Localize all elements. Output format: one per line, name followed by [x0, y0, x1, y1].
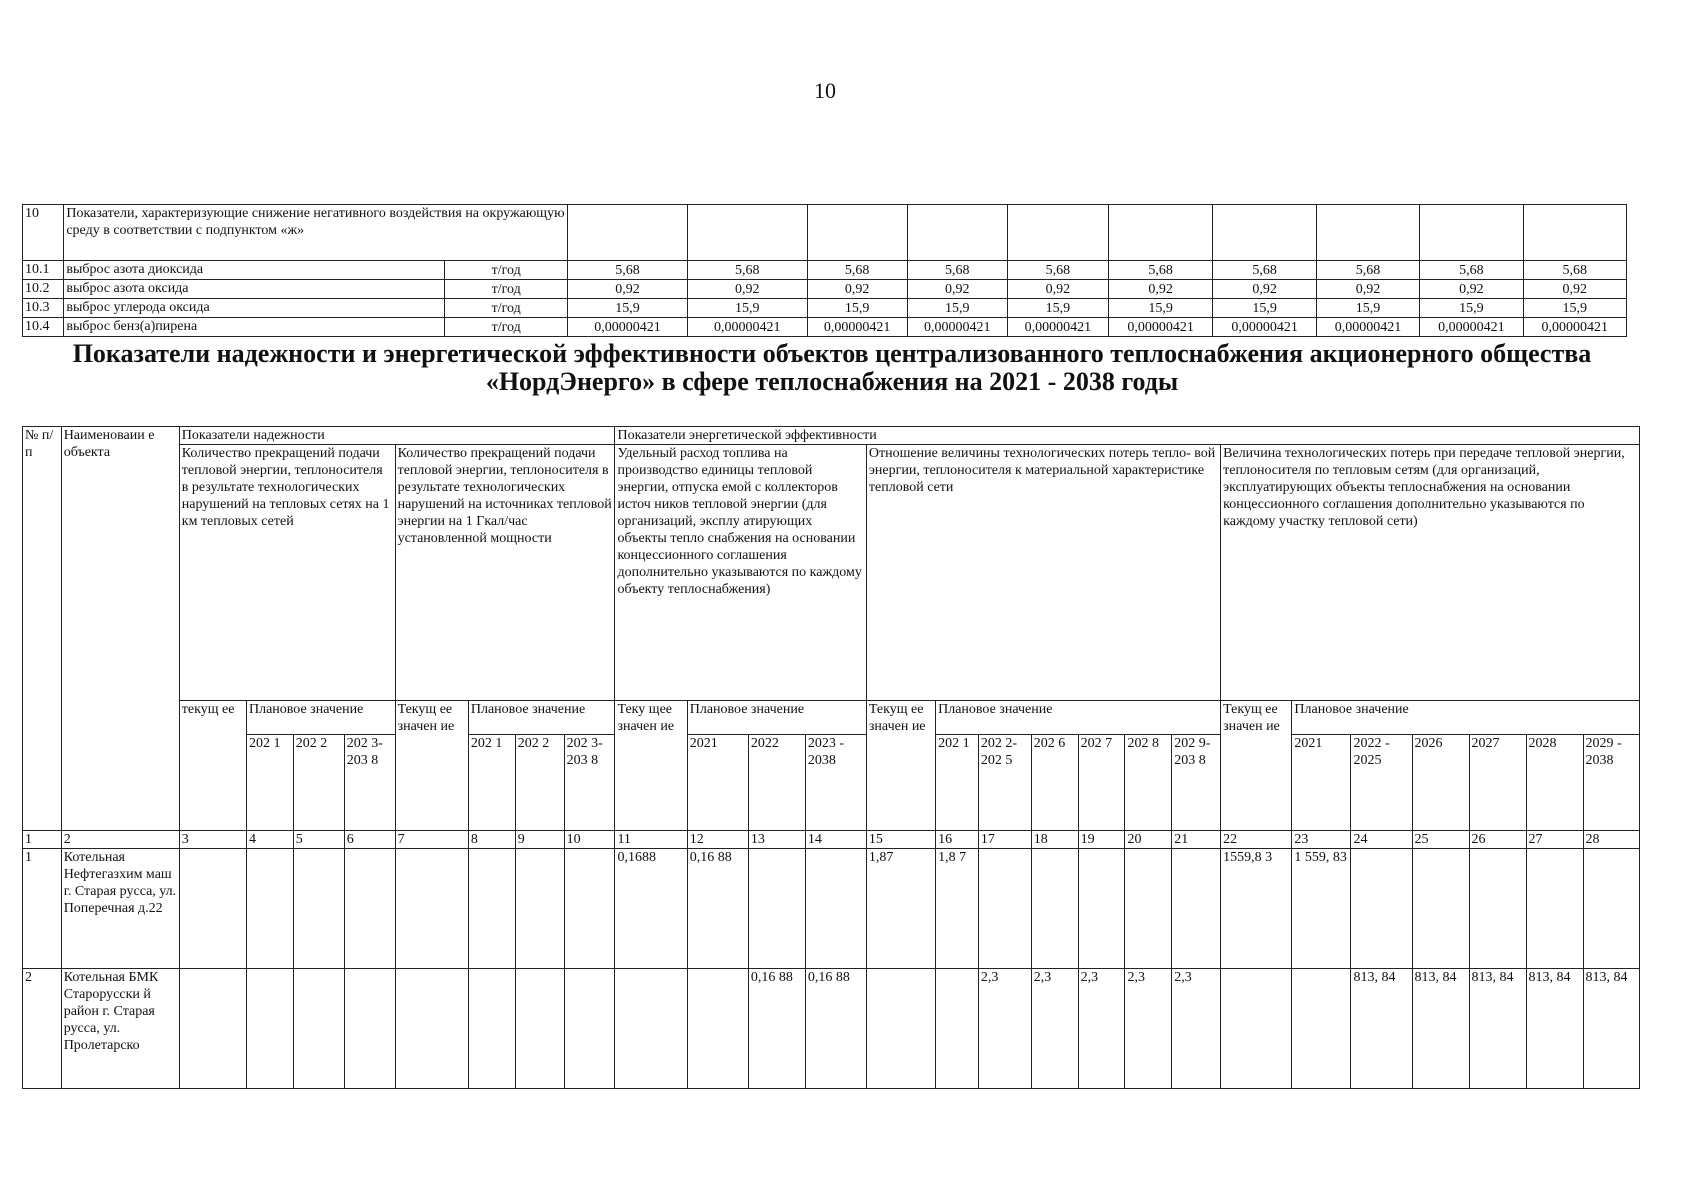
column-number: 22 [1221, 831, 1292, 849]
cell-value: 1 [23, 849, 62, 969]
cell-value: 2,3 [978, 969, 1031, 1089]
emissions-table [22, 204, 1627, 337]
cell-value [179, 969, 246, 1089]
row-number: 10.3 [23, 299, 64, 318]
column-number: 28 [1583, 831, 1639, 849]
table-row [23, 849, 1640, 969]
column-number: 16 [936, 831, 979, 849]
year-header: 202 6 [1031, 735, 1078, 831]
cell-value [515, 849, 564, 969]
cell-value [866, 969, 935, 1089]
column-number: 11 [615, 831, 687, 849]
cell-value: 5,68 [1213, 261, 1316, 280]
cell-value [1031, 849, 1078, 969]
year-header: 2021 [687, 735, 748, 831]
year-header: 202 9- 203 8 [1172, 735, 1221, 831]
cell-value: 2,3 [1125, 969, 1172, 1089]
column-number: 7 [395, 831, 468, 849]
column-number: 1 [23, 831, 62, 849]
cell-value: 5,68 [1007, 261, 1108, 280]
cell-value: 0,16 88 [748, 969, 805, 1089]
cell-value [179, 849, 246, 969]
row-unit: т/год [445, 299, 568, 318]
header-group-1: Количество прекращений подачи тепловой энергии, теплоносителя в результате технологических нарушений на тепловых сетях на 1 км тепловых сетей [179, 445, 395, 701]
g3-current: Теку щее значен ие [615, 701, 687, 831]
year-header: 202 3- 203 8 [564, 735, 615, 831]
cell-value: 15,9 [1213, 299, 1316, 318]
year-header: 202 3- 203 8 [344, 735, 395, 831]
g1-current: текущ ее [179, 701, 246, 831]
header-group-2: Количество прекращений подачи тепловой энергии, теплоносителя в результате технологических нарушений на источниках тепловой энергии на 1 Гкал/час установленной мощности [395, 445, 615, 701]
indicators-table [22, 426, 1640, 1089]
cell-value [468, 849, 515, 969]
cell-value [1469, 849, 1526, 969]
year-header: 202 2- 202 5 [978, 735, 1031, 831]
column-number: 19 [1078, 831, 1125, 849]
cell-value: 813, 84 [1412, 969, 1469, 1089]
g5-current: Текущ ее значен ие [1221, 701, 1292, 831]
g3-plan: Плановое значение [687, 701, 866, 735]
cell-value: 5,68 [568, 261, 688, 280]
g4-plan: Плановое значение [936, 701, 1221, 735]
table-row [23, 318, 1627, 337]
column-number: 25 [1412, 831, 1469, 849]
column-number: 9 [515, 831, 564, 849]
row-label: выброс азота диоксида [64, 261, 445, 280]
row-unit: т/год [445, 318, 568, 337]
cell-value: 0,00000421 [687, 318, 807, 337]
cell-value [1221, 969, 1292, 1089]
year-header: 2022 [748, 735, 805, 831]
cell-value: 15,9 [807, 299, 907, 318]
column-number: 6 [344, 831, 395, 849]
column-number: 27 [1526, 831, 1583, 849]
row-unit: т/год [445, 280, 568, 299]
cell-value [1412, 849, 1469, 969]
column-number: 8 [468, 831, 515, 849]
g1-plan: Плановое значение [246, 701, 395, 735]
year-header: 2029 - 2038 [1583, 735, 1639, 831]
column-number: 21 [1172, 831, 1221, 849]
cell-value: 813, 84 [1526, 969, 1583, 1089]
cell-value: 0,00000421 [807, 318, 907, 337]
cell-value: 0,00000421 [1108, 318, 1212, 337]
year-header: 202 8 [1125, 735, 1172, 831]
cell-value: 813, 84 [1469, 969, 1526, 1089]
cell-value [564, 849, 615, 969]
row-unit: т/год [445, 261, 568, 280]
g2-current: Текущ ее значен ие [395, 701, 468, 831]
cell-value [293, 849, 344, 969]
cell-value: 0,92 [1523, 280, 1626, 299]
column-number: 5 [293, 831, 344, 849]
cell-value: 1,87 [866, 849, 935, 969]
cell-value: 0,92 [1007, 280, 1108, 299]
cell-value: 1 559, 83 [1292, 849, 1351, 969]
cell-value: 1,8 7 [936, 849, 979, 969]
column-number: 15 [866, 831, 935, 849]
cell-value: 15,9 [568, 299, 688, 318]
cell-value: 0,00000421 [1007, 318, 1108, 337]
g5-plan: Плановое значение [1292, 701, 1640, 735]
row-label: выброс углерода оксида [64, 299, 445, 318]
header-object-name: Наименоваии е объекта [61, 427, 179, 831]
cell-value: 0,16 88 [805, 969, 866, 1089]
year-header: 202 2 [515, 735, 564, 831]
cell-value: 0,92 [907, 280, 1007, 299]
object-name: Котельная БМК Старорусски й район г. Старая русса, ул. Пролетарско [61, 969, 179, 1089]
page-number: 10 [814, 78, 836, 103]
cell-value [805, 849, 866, 969]
document-title: Показатели надежности и энергетической эффективности объектов централизованного теплоснабжения акционерного общества «НордЭнерго» в сфере теплоснабжения на 2021 - 2038 годы [72, 339, 1592, 396]
cell-value [344, 969, 395, 1089]
header-efficiency: Показатели энергетической эффективности [615, 427, 1640, 445]
header-group-4: Отношение величины технологических потерь тепло- вой энергии, теплоносителя к материальной характеристике тепловой сети [866, 445, 1220, 701]
object-name: Котельная Нефтегазхим маш г. Старая русса, ул. Поперечная д.22 [61, 849, 179, 969]
cell-value: 5,68 [1108, 261, 1212, 280]
column-number: 26 [1469, 831, 1526, 849]
table-row [23, 261, 1627, 280]
row-label: выброс азота оксида [64, 280, 445, 299]
cell-value: 0,92 [1213, 280, 1316, 299]
cell-value: 0,00000421 [1316, 318, 1419, 337]
cell-value [468, 969, 515, 1089]
column-number: 4 [246, 831, 293, 849]
cell-value: 5,68 [907, 261, 1007, 280]
column-number: 23 [1292, 831, 1351, 849]
cell-value [395, 849, 468, 969]
cell-value [246, 969, 293, 1089]
cell-value: 5,68 [1316, 261, 1419, 280]
column-number: 18 [1031, 831, 1078, 849]
cell-value: 813, 84 [1351, 969, 1412, 1089]
cell-value [293, 969, 344, 1089]
table-row [23, 299, 1627, 318]
cell-value: 15,9 [1007, 299, 1108, 318]
column-number: 24 [1351, 831, 1412, 849]
row-number: 10 [23, 205, 64, 261]
column-number: 14 [805, 831, 866, 849]
cell-value: 0,92 [1316, 280, 1419, 299]
cell-value: 0,92 [568, 280, 688, 299]
cell-value: 0,00000421 [907, 318, 1007, 337]
column-number: 13 [748, 831, 805, 849]
row-number: 10.4 [23, 318, 64, 337]
cell-value [1292, 969, 1351, 1089]
year-header: 2028 [1526, 735, 1583, 831]
cell-value [344, 849, 395, 969]
table-row [23, 969, 1640, 1089]
cell-value [515, 969, 564, 1089]
cell-value [936, 969, 979, 1089]
cell-value: 2,3 [1078, 969, 1125, 1089]
cell-value [564, 969, 615, 1089]
cell-value [687, 969, 748, 1089]
cell-value: 0,92 [807, 280, 907, 299]
column-number-row [23, 831, 1640, 849]
cell-value: 0,16 88 [687, 849, 748, 969]
table-row [23, 205, 1627, 261]
cell-value: 5,68 [807, 261, 907, 280]
column-number: 20 [1125, 831, 1172, 849]
cell-value: 0,1688 [615, 849, 687, 969]
cell-value: 0,00000421 [1213, 318, 1316, 337]
header-group-3: Удельный расход топлива на производство единицы тепловой энергии, отпуска емой с коллекторов источ ников тепловой энергии (для организаций, эксплу атирующих объекты тепло снабжения на основании концессионного соглашения дополнительно указываются по каждому объекту теплоснабжения) [615, 445, 866, 701]
column-number: 10 [564, 831, 615, 849]
column-number: 2 [61, 831, 179, 849]
cell-value [1078, 849, 1125, 969]
cell-value: 15,9 [1108, 299, 1212, 318]
cell-value: 2,3 [1031, 969, 1078, 1089]
year-header: 202 1 [246, 735, 293, 831]
cell-value: 0,00000421 [568, 318, 688, 337]
year-header: 2022 - 2025 [1351, 735, 1412, 831]
year-header: 2021 [1292, 735, 1351, 831]
cell-value: 1559,8 3 [1221, 849, 1292, 969]
cell-value: 15,9 [1420, 299, 1523, 318]
year-header: 2023 - 2038 [805, 735, 866, 831]
column-number: 17 [978, 831, 1031, 849]
year-header: 202 1 [468, 735, 515, 831]
cell-value: 0,92 [1420, 280, 1523, 299]
cell-value: 813, 84 [1583, 969, 1639, 1089]
g2-plan: Плановое значение [468, 701, 615, 735]
header-number: № п/ п [23, 427, 62, 831]
cell-value [1172, 849, 1221, 969]
cell-value: 5,68 [687, 261, 807, 280]
year-header: 202 7 [1078, 735, 1125, 831]
cell-value: 2,3 [1172, 969, 1221, 1089]
cell-value: 2 [23, 969, 62, 1089]
year-header: 202 2 [293, 735, 344, 831]
cell-value [395, 969, 468, 1089]
column-number: 12 [687, 831, 748, 849]
cell-value: 5,68 [1523, 261, 1626, 280]
row-label: Показатели, характеризующие снижение негативного воздействия на окружающую среду в соответствии с подпунктом «ж» [64, 205, 568, 261]
cell-value: 0,92 [1108, 280, 1212, 299]
cell-value [978, 849, 1031, 969]
row-number: 10.2 [23, 280, 64, 299]
header-group-5: Величина технологических потерь при передаче тепловой энергии, теплоносителя по тепловым сетям (для организаций, эксплуатирующих объекты теплоснабжения на основании концессионного соглашения дополнительно указываются по каждому участку тепловой сети) [1221, 445, 1640, 701]
table-row [23, 280, 1627, 299]
cell-value [246, 849, 293, 969]
cell-value [1583, 849, 1639, 969]
cell-value [615, 969, 687, 1089]
header-reliability: Показатели надежности [179, 427, 615, 445]
cell-value: 0,92 [687, 280, 807, 299]
cell-value [1351, 849, 1412, 969]
cell-value: 15,9 [1316, 299, 1419, 318]
year-header: 2027 [1469, 735, 1526, 831]
cell-value: 0,00000421 [1420, 318, 1523, 337]
cell-value [748, 849, 805, 969]
cell-value [1125, 849, 1172, 969]
year-header: 2026 [1412, 735, 1469, 831]
cell-value: 15,9 [1523, 299, 1626, 318]
row-number: 10.1 [23, 261, 64, 280]
year-header: 202 1 [936, 735, 979, 831]
cell-value [1526, 849, 1583, 969]
cell-value: 15,9 [687, 299, 807, 318]
cell-value: 5,68 [1420, 261, 1523, 280]
cell-value: 15,9 [907, 299, 1007, 318]
row-label: выброс бенз(а)пирена [64, 318, 445, 337]
g4-current: Текущ ее значен ие [866, 701, 935, 831]
column-number: 3 [179, 831, 246, 849]
cell-value: 0,00000421 [1523, 318, 1626, 337]
